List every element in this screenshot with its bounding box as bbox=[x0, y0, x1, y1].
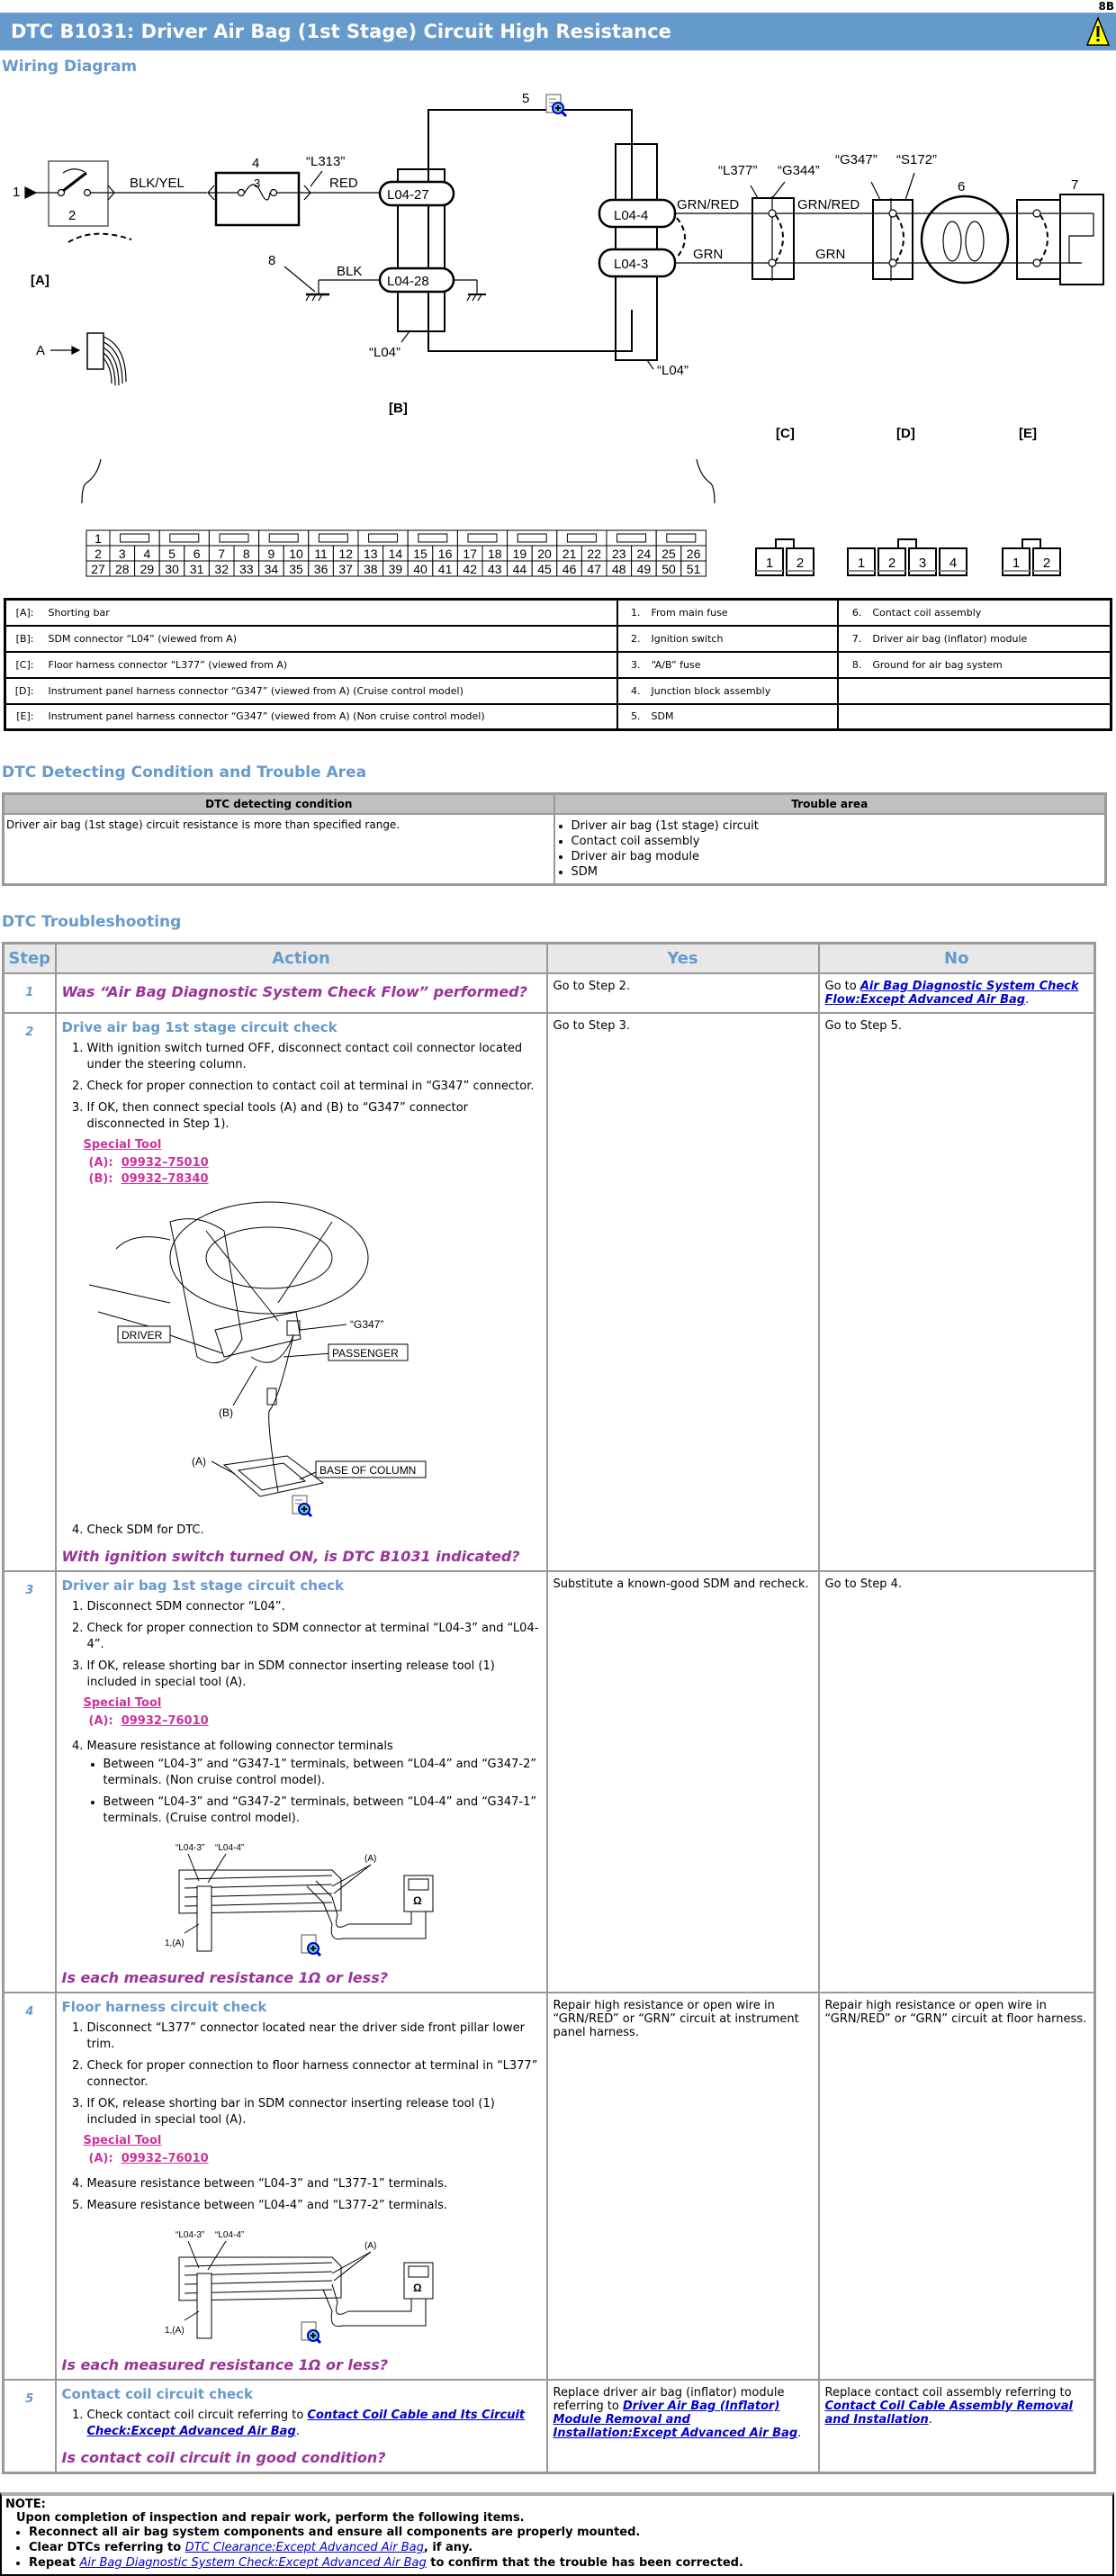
shorting-slot bbox=[269, 534, 298, 542]
zoom-magnifier-icon[interactable] bbox=[292, 1496, 311, 1516]
no-cell: Go to Step 5. bbox=[819, 1013, 1095, 1571]
step-item: 4. Check SDM for DTC. bbox=[87, 1523, 541, 1539]
diagnostic-system-check-link[interactable]: Air Bag Diagnostic System Check:Except Advanced Air Bag bbox=[79, 2556, 427, 2570]
pin-label: 22 bbox=[587, 547, 601, 561]
legend-number-text: Ground for air bag system bbox=[865, 652, 1111, 678]
diagram-label-5: 5 bbox=[522, 91, 530, 106]
yes-cell: Go to Step 2. bbox=[547, 973, 819, 1013]
step-row-3 bbox=[4, 1571, 1095, 1993]
view-label-c: [C] bbox=[776, 426, 795, 441]
illus-label-l04-4: “L04-4” bbox=[214, 2230, 244, 2240]
tool-code[interactable]: 09932–76010 bbox=[121, 1714, 209, 1728]
step-item: 5. Measure resistance between “L04-4” and “L377-2” terminals. bbox=[87, 2198, 541, 2214]
pin-label: 7 bbox=[218, 547, 226, 561]
legend-key: [E]: bbox=[5, 704, 41, 730]
air-bag-check-flow-link[interactable]: Air Bag Diagnostic System Check Flow:Except Advanced Air Bag bbox=[824, 980, 1079, 1007]
pin-label: 12 bbox=[338, 547, 353, 561]
step-row-1 bbox=[4, 973, 1095, 1013]
yes-cell: Go to Step 3. bbox=[547, 1013, 819, 1571]
special-tool-a[interactable] bbox=[89, 1713, 541, 1730]
yes-cell: Repair high resistance or open wire in “GRN/RED” or “GRN” circuit at instrument panel harness. bbox=[547, 1993, 819, 2380]
step-question: Is contact coil circuit in good condition? bbox=[61, 2449, 386, 2466]
tool-code[interactable]: 09932–76010 bbox=[121, 2152, 209, 2165]
pin-label: 28 bbox=[115, 562, 130, 576]
connector-b-grid bbox=[86, 530, 706, 576]
diagram-label-8: 8 bbox=[268, 253, 276, 268]
legend-number: 3. bbox=[617, 652, 644, 678]
tool-label: (A): bbox=[88, 1714, 113, 1728]
legend-text: Instrument panel harness connector “G347” (viewed from A) (Cruise control model) bbox=[41, 678, 617, 704]
contact-coil-removal-link[interactable]: Contact Coil Cable Assembly Removal and Installation bbox=[824, 2400, 1074, 2427]
connector-s172-label: “S172” bbox=[896, 152, 938, 167]
trouble-area-cell bbox=[554, 814, 1106, 885]
legend-key: [B]: bbox=[5, 626, 41, 652]
zoom-magnifier-icon[interactable] bbox=[546, 95, 566, 116]
pin-label: 3 bbox=[118, 547, 126, 561]
pin-label: 18 bbox=[488, 547, 502, 561]
connector-l04-label-right: “L04” bbox=[657, 363, 689, 378]
pin-label: 6 bbox=[193, 547, 201, 561]
diagram-label-3: 3 bbox=[254, 176, 261, 190]
legend-number bbox=[838, 678, 865, 704]
legend-row bbox=[5, 652, 1112, 678]
wire-grn-2: GRN bbox=[815, 247, 846, 262]
lock-tab bbox=[776, 539, 794, 548]
pin-label: 49 bbox=[636, 562, 652, 576]
step-item: 4. Measure resistance between “L04-3” and “L377-1” terminals. bbox=[87, 2176, 541, 2192]
tool-code[interactable]: 09932–75010 bbox=[121, 1156, 209, 1170]
diagram-label-2: 2 bbox=[68, 208, 76, 223]
legend-number-text: SDM bbox=[644, 704, 839, 730]
legend-key: [C]: bbox=[5, 652, 41, 678]
connector-cde-group bbox=[756, 539, 1060, 575]
tool-code[interactable]: 09932–78340 bbox=[121, 1172, 209, 1186]
terminal-label: 4 bbox=[949, 556, 958, 571]
pin-label: 24 bbox=[636, 547, 652, 561]
contact-coil-circuit-check-link[interactable]: Contact Coil Cable and Its Circuit Check:Except Advanced Air Bag bbox=[86, 2409, 526, 2438]
diagram-label-6: 6 bbox=[958, 179, 966, 194]
illus-label-passenger: PASSENGER bbox=[331, 1347, 399, 1360]
ohm-symbol: Ω bbox=[412, 1894, 422, 1907]
view-label-a-arrow: A bbox=[36, 343, 46, 358]
wire-grn-red-2: GRN/RED bbox=[797, 197, 860, 212]
pin-label: 4 bbox=[143, 547, 151, 561]
pin-label: 46 bbox=[562, 562, 577, 576]
step-item: 1. Disconnect SDM connector “L04”. bbox=[87, 1599, 541, 1615]
terminal-l04-3: L04-3 bbox=[614, 257, 649, 272]
pin-label: 9 bbox=[267, 547, 275, 561]
step-item-text: Check contact coil circuit referring to bbox=[86, 2409, 308, 2422]
legend-row bbox=[5, 626, 1112, 652]
legend-number-text: Junction block assembly bbox=[644, 678, 839, 704]
step-title: Contact coil circuit check bbox=[61, 2386, 253, 2402]
note-item bbox=[29, 2540, 1107, 2555]
zoom-magnifier-icon[interactable] bbox=[302, 1935, 320, 1956]
wire-grn-red-1: GRN/RED bbox=[677, 197, 740, 212]
action-cell bbox=[56, 2380, 547, 2473]
pin-label: 30 bbox=[165, 562, 179, 576]
pin-label: 35 bbox=[289, 562, 303, 576]
shorting-slot bbox=[468, 534, 497, 542]
shorting-slot bbox=[518, 534, 546, 542]
dtc-clearance-link[interactable]: DTC Clearance:Except Advanced Air Bag bbox=[184, 2541, 424, 2554]
condition-cell: Driver air bag (1st stage) circuit resistance is more than specified range. bbox=[4, 814, 554, 885]
pin-label: 25 bbox=[662, 547, 676, 561]
special-tool-link[interactable]: Special Tool bbox=[83, 1138, 162, 1152]
trouble-area-item: • Driver air bag (1st stage) circuit bbox=[572, 818, 1103, 834]
sub-bullet: • Between “L04-3” and “G347-2” terminals, between “L04-4” and “G347-1” terminals. (Cruise control model). bbox=[104, 1794, 541, 1827]
legend-number: 5. bbox=[617, 704, 644, 730]
no-text: Replace contact coil assembly referring to bbox=[824, 2386, 1072, 2400]
legend-number: 4. bbox=[617, 678, 644, 704]
lock-tab bbox=[898, 539, 916, 548]
legend-text: Floor harness connector “L377” (viewed from A) bbox=[41, 652, 617, 678]
tool-label: (A): bbox=[88, 2152, 113, 2165]
special-tool-a[interactable] bbox=[89, 2151, 541, 2167]
yes-header: Yes bbox=[547, 943, 819, 973]
step-title: Drive air bag 1st stage circuit check bbox=[61, 1019, 338, 1035]
pin-label: 17 bbox=[463, 547, 477, 561]
inflator-module-removal-link[interactable]: Driver Air Bag (Inflator) Module Removal and Installation:Except Advanced Air Bag bbox=[553, 2400, 798, 2440]
pin-label: 1 bbox=[94, 531, 102, 546]
connector-l377-label: “L377” bbox=[718, 163, 758, 178]
illus-label-g347: “G347” bbox=[349, 1318, 383, 1331]
view-label-a-bracket: [A] bbox=[31, 273, 50, 288]
step-number: 3 bbox=[4, 1571, 56, 1993]
trouble-area-item: • Contact coil assembly bbox=[572, 834, 1103, 849]
shorting-slot bbox=[220, 534, 248, 542]
trouble-area-item: • SDM bbox=[572, 864, 1103, 880]
step-item: 1. Disconnect “L377” connector located near the driver side front pillar lower trim. bbox=[87, 2020, 541, 2053]
special-tool-link[interactable]: Special Tool bbox=[83, 2134, 162, 2147]
terminal-label: 2 bbox=[796, 556, 805, 571]
legend-number-text: Driver air bag (inflator) module bbox=[865, 626, 1111, 652]
step-title: Floor harness circuit check bbox=[61, 1999, 267, 2015]
terminal-label: 1 bbox=[857, 556, 866, 571]
pin-label: 10 bbox=[289, 547, 303, 561]
wiring-diagram bbox=[0, 76, 1116, 589]
terminal-l04-4: L04-4 bbox=[614, 208, 649, 223]
pin-label: 38 bbox=[364, 562, 378, 576]
diagram-label-7: 7 bbox=[1071, 177, 1079, 193]
pin-label: 40 bbox=[413, 562, 428, 576]
no-cell: Go to Step 4. bbox=[819, 1571, 1095, 1993]
no-text: Go to bbox=[824, 980, 860, 993]
wiring-diagram-svg bbox=[0, 76, 1116, 589]
terminal-l04-27: L04-27 bbox=[387, 187, 429, 203]
wire-red: RED bbox=[329, 176, 358, 191]
pin-label: 16 bbox=[437, 547, 453, 561]
troubleshooting-heading: DTC Troubleshooting bbox=[2, 912, 182, 931]
note-text-suffix: , if any. bbox=[423, 2541, 473, 2554]
zoom-magnifier-icon[interactable] bbox=[302, 2322, 320, 2343]
connector-l313-label: “L313” bbox=[306, 154, 346, 169]
terminal-label: 3 bbox=[918, 556, 927, 571]
legend-number: 6. bbox=[838, 600, 865, 626]
step-number: 2 bbox=[4, 1013, 56, 1571]
illus-label-l04-4: “L04-4” bbox=[214, 1843, 244, 1853]
step-item: 1. With ignition switch turned OFF, disconnect contact coil connector located under the steering column. bbox=[87, 1041, 541, 1073]
pin-label: 39 bbox=[388, 562, 403, 576]
step-item bbox=[87, 1739, 541, 1827]
pin-label: 47 bbox=[587, 562, 601, 576]
illus-label-a: (A) bbox=[364, 1854, 376, 1864]
step-item: 3. If OK, release shorting bar in SDM connector inserting release tool (1) included in special tool (A). bbox=[87, 2096, 541, 2129]
yes-cell: Substitute a known-good SDM and recheck. bbox=[547, 1571, 819, 1993]
pin-label: 34 bbox=[264, 562, 279, 576]
step-question: Is each measured resistance 1Ω or less? bbox=[61, 2356, 389, 2373]
connector-l04-label-left: “L04” bbox=[369, 345, 401, 360]
pin-label: 37 bbox=[338, 562, 353, 576]
special-tool-b[interactable] bbox=[89, 1171, 541, 1188]
pin-label: 33 bbox=[239, 562, 254, 576]
sdm-connector-measure-illustration bbox=[62, 1834, 440, 1960]
pin-label: 15 bbox=[413, 547, 428, 561]
legend-number-text: “A/B” fuse bbox=[644, 652, 839, 678]
step-item bbox=[87, 2408, 541, 2440]
step-number: 5 bbox=[4, 2380, 56, 2473]
legend-text: SDM connector “L04” (viewed from A) bbox=[41, 626, 617, 652]
lock-tab bbox=[1022, 539, 1040, 548]
illus-label-base-of-column: BASE OF COLUMN bbox=[319, 1464, 416, 1477]
step-item: 3. If OK, release shorting bar in SDM connector inserting release tool (1) included in special tool (A). bbox=[87, 1659, 541, 1691]
action-cell bbox=[56, 973, 547, 1013]
view-label-b: [B] bbox=[389, 401, 408, 416]
illus-label-tool: 1,(A) bbox=[164, 1939, 184, 1948]
sdm-connector-measure-illustration bbox=[62, 2221, 440, 2347]
action-cell bbox=[56, 1571, 547, 1993]
action-cell bbox=[56, 1013, 547, 1571]
illus-label-tool: 1,(A) bbox=[164, 2326, 184, 2336]
legend-number-text: Contact coil assembly bbox=[865, 600, 1111, 626]
legend-number-text bbox=[865, 678, 1111, 704]
pin-label: 29 bbox=[140, 562, 155, 576]
no-text-suffix: . bbox=[928, 2413, 932, 2427]
pin-label: 13 bbox=[364, 547, 378, 561]
pin-label: 20 bbox=[537, 547, 552, 561]
view-label-d: [D] bbox=[896, 426, 915, 441]
shorting-slot bbox=[319, 534, 347, 542]
pin-label: 27 bbox=[91, 562, 105, 576]
legend-row bbox=[5, 704, 1112, 730]
legend-text: Instrument panel harness connector “G347” (viewed from A) (Non cruise control model) bbox=[41, 704, 617, 730]
legend-table bbox=[4, 598, 1112, 731]
step-number: 4 bbox=[4, 1993, 56, 2380]
pin-label: 42 bbox=[463, 562, 477, 576]
pin-label: 44 bbox=[512, 562, 527, 576]
condition-header: DTC detecting condition bbox=[4, 794, 554, 814]
step-question: Was “Air Bag Diagnostic System Check Flow” performed? bbox=[61, 983, 527, 1000]
shorting-slot bbox=[369, 534, 398, 542]
legend-number-text: Ignition switch bbox=[644, 626, 839, 652]
pin-label: 43 bbox=[488, 562, 502, 576]
legend-text: Shorting bar bbox=[41, 600, 617, 626]
step-question: With ignition switch turned ON, is DTC B1031 indicated? bbox=[61, 1548, 520, 1565]
pin-label: 26 bbox=[686, 547, 701, 561]
illus-label-a: (A) bbox=[364, 2241, 376, 2251]
pin-label: 48 bbox=[612, 562, 626, 576]
note-intro: Upon completion of inspection and repair work, perform the following items. bbox=[16, 2511, 525, 2525]
note-text: Repeat bbox=[29, 2556, 80, 2570]
step-row-2 bbox=[4, 1013, 1095, 1571]
pin-label: 36 bbox=[313, 562, 328, 576]
pin-label: 8 bbox=[242, 547, 250, 561]
legend-number: 7. bbox=[838, 626, 865, 652]
special-tool-link[interactable]: Special Tool bbox=[83, 1696, 162, 1710]
steering-column-illustration bbox=[62, 1195, 440, 1519]
shorting-slot bbox=[667, 534, 696, 542]
step-item: 3. If OK, then connect special tools (A) and (B) to “G347” connector disconnected in Step 1). bbox=[87, 1100, 541, 1133]
illus-label-l04-3: “L04-3” bbox=[175, 1843, 204, 1853]
pin-label: 2 bbox=[94, 547, 102, 561]
wire-blk-yel: BLK/YEL bbox=[130, 176, 184, 191]
wire-grn-1: GRN bbox=[693, 247, 724, 262]
illus-label-a: (A) bbox=[191, 1455, 206, 1468]
no-cell bbox=[819, 2380, 1095, 2473]
note-text-suffix: to confirm that the trouble has been corrected. bbox=[426, 2556, 743, 2570]
pin-label: 21 bbox=[562, 547, 577, 561]
terminal-label: 2 bbox=[1042, 556, 1051, 571]
feed-arrow-icon bbox=[25, 187, 36, 198]
action-header: Action bbox=[56, 943, 547, 973]
step-number: 1 bbox=[4, 973, 56, 1013]
step-row-4 bbox=[4, 1993, 1095, 2380]
yes-cell bbox=[547, 2380, 819, 2473]
no-cell: Repair high resistance or open wire in “GRN/RED” or “GRN” circuit at floor harness. bbox=[819, 1993, 1095, 2380]
step-item: 2. Check for proper connection to contact coil at terminal in “G347” connector. bbox=[87, 1079, 541, 1095]
page-tag: 8B bbox=[1098, 0, 1114, 13]
terminal-l04-28: L04-28 bbox=[387, 274, 429, 289]
step-question: Is each measured resistance 1Ω or less? bbox=[61, 1969, 389, 1986]
no-text-suffix: . bbox=[1025, 993, 1030, 1007]
step-title: Driver air bag 1st stage circuit check bbox=[61, 1577, 345, 1594]
wiring-diagram-heading: Wiring Diagram bbox=[2, 58, 138, 76]
pin-label: 51 bbox=[686, 562, 701, 576]
title-bar bbox=[0, 13, 1116, 50]
diagram-label-4: 4 bbox=[252, 156, 260, 171]
legend-number bbox=[838, 704, 865, 730]
trouble-area-item: • Driver air bag module bbox=[572, 849, 1103, 864]
note-box bbox=[0, 2492, 1114, 2576]
diagram-label-1: 1 bbox=[13, 185, 21, 200]
note-label: NOTE: bbox=[5, 2498, 46, 2511]
pin-label: 11 bbox=[314, 547, 328, 561]
connector-g347-label: “G347” bbox=[835, 152, 878, 167]
pin-label: 41 bbox=[437, 562, 453, 576]
ohm-symbol: Ω bbox=[412, 2282, 422, 2294]
tool-label: (A): bbox=[88, 1156, 113, 1170]
warning-icon bbox=[1085, 16, 1111, 47]
condition-heading: DTC Detecting Condition and Trouble Area bbox=[2, 764, 367, 782]
legend-number-text: From main fuse bbox=[644, 600, 839, 626]
step-item: 2. Check for proper connection to floor harness connector at terminal in “L377” connector. bbox=[87, 2058, 541, 2091]
shorting-slot bbox=[617, 534, 646, 542]
shorting-slot bbox=[121, 534, 149, 542]
view-label-e: [E] bbox=[1019, 426, 1037, 441]
wire-blk: BLK bbox=[337, 264, 363, 279]
pin-label: 50 bbox=[662, 562, 676, 576]
shorting-slot bbox=[418, 534, 447, 542]
note-item bbox=[29, 2555, 1107, 2571]
special-tool-a[interactable] bbox=[89, 1155, 541, 1171]
pin-label: 23 bbox=[612, 547, 626, 561]
step-header: Step bbox=[4, 943, 56, 973]
shorting-slot bbox=[170, 534, 199, 542]
legend-number: 2. bbox=[617, 626, 644, 652]
connector-g344-label: “G344” bbox=[778, 163, 820, 178]
legend-number: 1. bbox=[617, 600, 644, 626]
step-item: 2. Check for proper connection to SDM connector at terminal “L04-3” and “L04-4”. bbox=[87, 1621, 541, 1653]
illus-label-b: (B) bbox=[218, 1406, 233, 1419]
legend-number: 8. bbox=[838, 652, 865, 678]
yes-text: Replace driver air bag (inflator) module referring to bbox=[553, 2386, 785, 2413]
pin-label: 32 bbox=[214, 562, 229, 576]
step-item-text: Measure resistance at following connector terminals bbox=[86, 1740, 393, 1753]
no-cell bbox=[819, 973, 1095, 1013]
action-cell bbox=[56, 1993, 547, 2380]
condition-table bbox=[2, 792, 1107, 886]
legend-row bbox=[5, 600, 1112, 626]
pin-label: 14 bbox=[388, 547, 403, 561]
note-item: • Reconnect all air bag system components and ensure all components are properly mounted. bbox=[29, 2525, 1107, 2540]
note-text: Clear DTCs referring to bbox=[29, 2541, 185, 2554]
step-item-suffix: . bbox=[295, 2425, 300, 2438]
illus-label-driver: DRIVER bbox=[121, 1329, 162, 1342]
yes-text-suffix: . bbox=[797, 2427, 802, 2440]
tool-label: (B): bbox=[88, 1172, 113, 1186]
terminal-label: 1 bbox=[765, 556, 774, 571]
shorting-slot bbox=[567, 534, 596, 542]
no-header: No bbox=[819, 943, 1095, 973]
pin-label: 45 bbox=[537, 562, 552, 576]
terminal-label: 1 bbox=[1012, 556, 1021, 571]
pin-label: 5 bbox=[168, 547, 176, 561]
pin-label: 31 bbox=[189, 562, 204, 576]
pin-label: 19 bbox=[512, 547, 527, 561]
illus-label-l04-3: “L04-3” bbox=[175, 2230, 204, 2240]
terminal-label: 2 bbox=[887, 556, 896, 571]
troubleshooting-table bbox=[2, 942, 1096, 2475]
trouble-area-header: Trouble area bbox=[554, 794, 1106, 814]
sub-bullet: • Between “L04-3” and “G347-1” terminals, between “L04-4” and “G347-2” terminals. (Non cruise control model). bbox=[104, 1757, 541, 1789]
legend-number-text bbox=[865, 704, 1111, 730]
step-row-5 bbox=[4, 2380, 1095, 2473]
legend-key: [A]: bbox=[5, 600, 41, 626]
legend-row bbox=[5, 678, 1112, 704]
page-title: DTC B1031: Driver Air Bag (1st Stage) Circuit High Resistance bbox=[11, 21, 671, 42]
legend-key: [D]: bbox=[5, 678, 41, 704]
